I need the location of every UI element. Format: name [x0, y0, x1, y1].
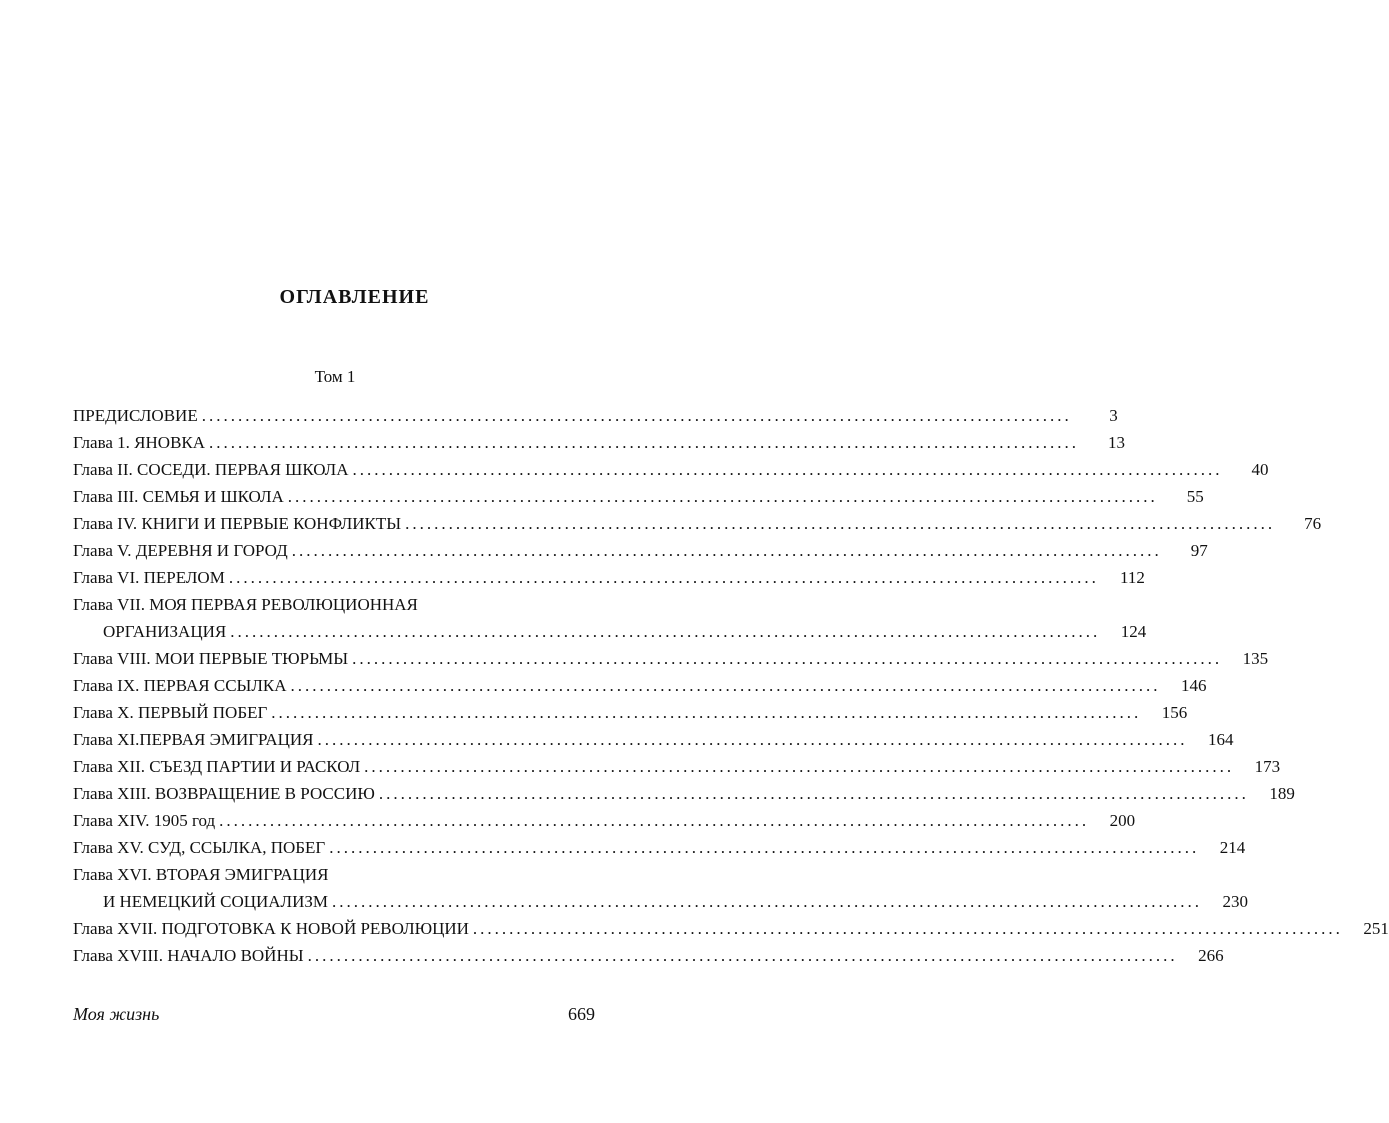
toc-entry-title: Глава XVII. ПОДГОТОВКА К НОВОЙ РЕВОЛЮЦИИ — [73, 919, 469, 938]
toc-entry-title: ПРЕДИСЛОВИЕ — [73, 406, 198, 425]
toc-leader-dots: ........................................................................................................................ — [209, 433, 1080, 452]
page-title: ОГЛАВЛЕНИЕ — [279, 286, 430, 308]
toc-entry-title: Глава XVI. ВТОРАЯ ЭМИГРАЦИЯ — [73, 865, 329, 884]
toc-entry-title: Глава XIII. ВОЗВРАЩЕНИЕ В РОССИЮ — [73, 784, 375, 803]
toc-leader-dots: ........................................................................................................................ — [228, 568, 1099, 587]
toc-leader-dots: ........................................................................................................................ — [329, 838, 1200, 857]
toc-entry[interactable] — [73, 483, 1204, 510]
toc-leader-dots: ........................................................................................................................ — [332, 892, 1202, 911]
toc-entry-title: Глава XVIII. НАЧАЛО ВОЙНЫ — [73, 946, 304, 965]
toc-leader-dots: ........................................................................................................................ — [472, 919, 1343, 938]
toc-entry[interactable] — [73, 807, 1136, 834]
toc-entry-title: Глава X. ПЕРВЫЙ ПОБЕГ — [73, 703, 268, 722]
toc-leader-dots: ........................................................................................................................ — [307, 946, 1178, 965]
toc-leader-dots: ........................................................................................................................ — [291, 541, 1162, 560]
toc-leader-dots: ........................................................................................................................ — [378, 784, 1249, 803]
toc-entry[interactable] — [73, 537, 1208, 564]
page-number: 669 — [568, 1004, 595, 1024]
table-of-contents — [73, 402, 1389, 969]
toc-entry-page: 97 — [1190, 541, 1208, 560]
toc-entry[interactable] — [73, 429, 1126, 456]
toc-entry-title: Глава XIV. 1905 год — [73, 811, 216, 830]
toc-entry-page: 124 — [1120, 622, 1147, 641]
toc-entry-title: И НЕМЕЦКИЙ СОЦИАЛИЗМ — [103, 892, 328, 911]
toc-entry-page: 3 — [1109, 406, 1118, 425]
toc-entry-page: 55 — [1186, 487, 1204, 506]
volume-label: Том 1 — [314, 367, 356, 386]
toc-entry-page: 146 — [1181, 676, 1207, 695]
toc-entry-title: Глава VI. ПЕРЕЛОМ — [73, 568, 225, 587]
toc-entry-page: 173 — [1254, 757, 1281, 776]
toc-entry[interactable] — [73, 699, 1188, 726]
toc-entry-page: 156 — [1161, 703, 1188, 722]
page-footer — [73, 1004, 595, 1025]
toc-entry[interactable] — [73, 591, 595, 618]
toc-entry-page: 135 — [1242, 649, 1269, 668]
toc-entry[interactable] — [73, 888, 1248, 915]
toc-entry-page: 13 — [1108, 433, 1126, 452]
toc-entry-title: Глава IV. КНИГИ И ПЕРВЫЕ КОНФЛИКТЫ — [73, 514, 402, 533]
toc-leader-dots: ........................................................................................................................ — [201, 406, 1072, 425]
toc-entry-page: 230 — [1222, 892, 1248, 911]
toc-entry-page: 266 — [1198, 946, 1224, 965]
running-head: Моя жизнь — [73, 1004, 160, 1024]
toc-leader-dots: ........................................................................................................................ — [317, 730, 1188, 749]
toc-entry[interactable] — [73, 645, 1269, 672]
toc-entry[interactable] — [73, 618, 1147, 645]
toc-leader-dots: ........................................................................................................................ — [352, 649, 1223, 668]
toc-entry[interactable] — [73, 780, 1295, 807]
toc-entry[interactable] — [73, 834, 1246, 861]
toc-entry-title: Глава IX. ПЕРВАЯ ССЫЛКА — [73, 676, 287, 695]
toc-entry[interactable] — [73, 510, 1322, 537]
toc-leader-dots: ........................................................................................................................ — [287, 487, 1158, 506]
toc-entry-page: 164 — [1208, 730, 1234, 749]
toc-leader-dots: ........................................................................................................................ — [271, 703, 1142, 722]
toc-entry[interactable] — [73, 861, 595, 888]
toc-entry-title: Глава II. СОСЕДИ. ПЕРВАЯ ШКОЛА — [73, 460, 349, 479]
toc-entry-page: 251 — [1363, 919, 1389, 938]
toc-entry-page: 112 — [1119, 568, 1145, 587]
toc-entry[interactable] — [73, 402, 1118, 429]
toc-leader-dots: ........................................................................................................................ — [352, 460, 1223, 479]
toc-entry[interactable] — [73, 564, 1145, 591]
toc-entry-title: ОРГАНИЗАЦИЯ — [103, 622, 227, 641]
toc-entry-page: 40 — [1251, 460, 1269, 479]
toc-entry-title: Глава V. ДЕРЕВНЯ И ГОРОД — [73, 541, 288, 560]
toc-leader-dots: ........................................................................................................................ — [230, 622, 1101, 641]
toc-entry-page: 200 — [1109, 811, 1136, 830]
toc-entry-title: Глава III. СЕМЬЯ И ШКОЛА — [73, 487, 284, 506]
toc-leader-dots: ........................................................................................................................ — [364, 757, 1235, 776]
toc-entry[interactable] — [73, 942, 1224, 969]
toc-entry[interactable] — [73, 915, 1389, 942]
toc-entry-title: Глава XI.ПЕРВАЯ ЭМИГРАЦИЯ — [73, 730, 314, 749]
toc-entry-page: 189 — [1269, 784, 1295, 803]
toc-entry[interactable] — [73, 672, 1207, 699]
toc-entry[interactable] — [73, 726, 1234, 753]
toc-entry-page: 214 — [1219, 838, 1246, 857]
toc-leader-dots: ........................................................................................................................ — [405, 514, 1276, 533]
toc-entry-title: Глава VII. МОЯ ПЕРВАЯ РЕВОЛЮЦИОННАЯ — [73, 595, 418, 614]
toc-entry-page: 76 — [1304, 514, 1322, 533]
toc-entry-title: Глава 1. ЯНОВКА — [73, 433, 206, 452]
toc-entry[interactable] — [73, 753, 1281, 780]
toc-entry[interactable] — [73, 456, 1269, 483]
toc-entry-title: Глава VIII. МОИ ПЕРВЫЕ ТЮРЬМЫ — [73, 649, 349, 668]
toc-leader-dots: ........................................................................................................................ — [219, 811, 1090, 830]
toc-leader-dots: ........................................................................................................................ — [290, 676, 1161, 695]
toc-entry-title: Глава XII. СЪЕЗД ПАРТИИ И РАСКОЛ — [73, 757, 361, 776]
toc-entry-title: Глава XV. СУД, ССЫЛКА, ПОБЕГ — [73, 838, 326, 857]
